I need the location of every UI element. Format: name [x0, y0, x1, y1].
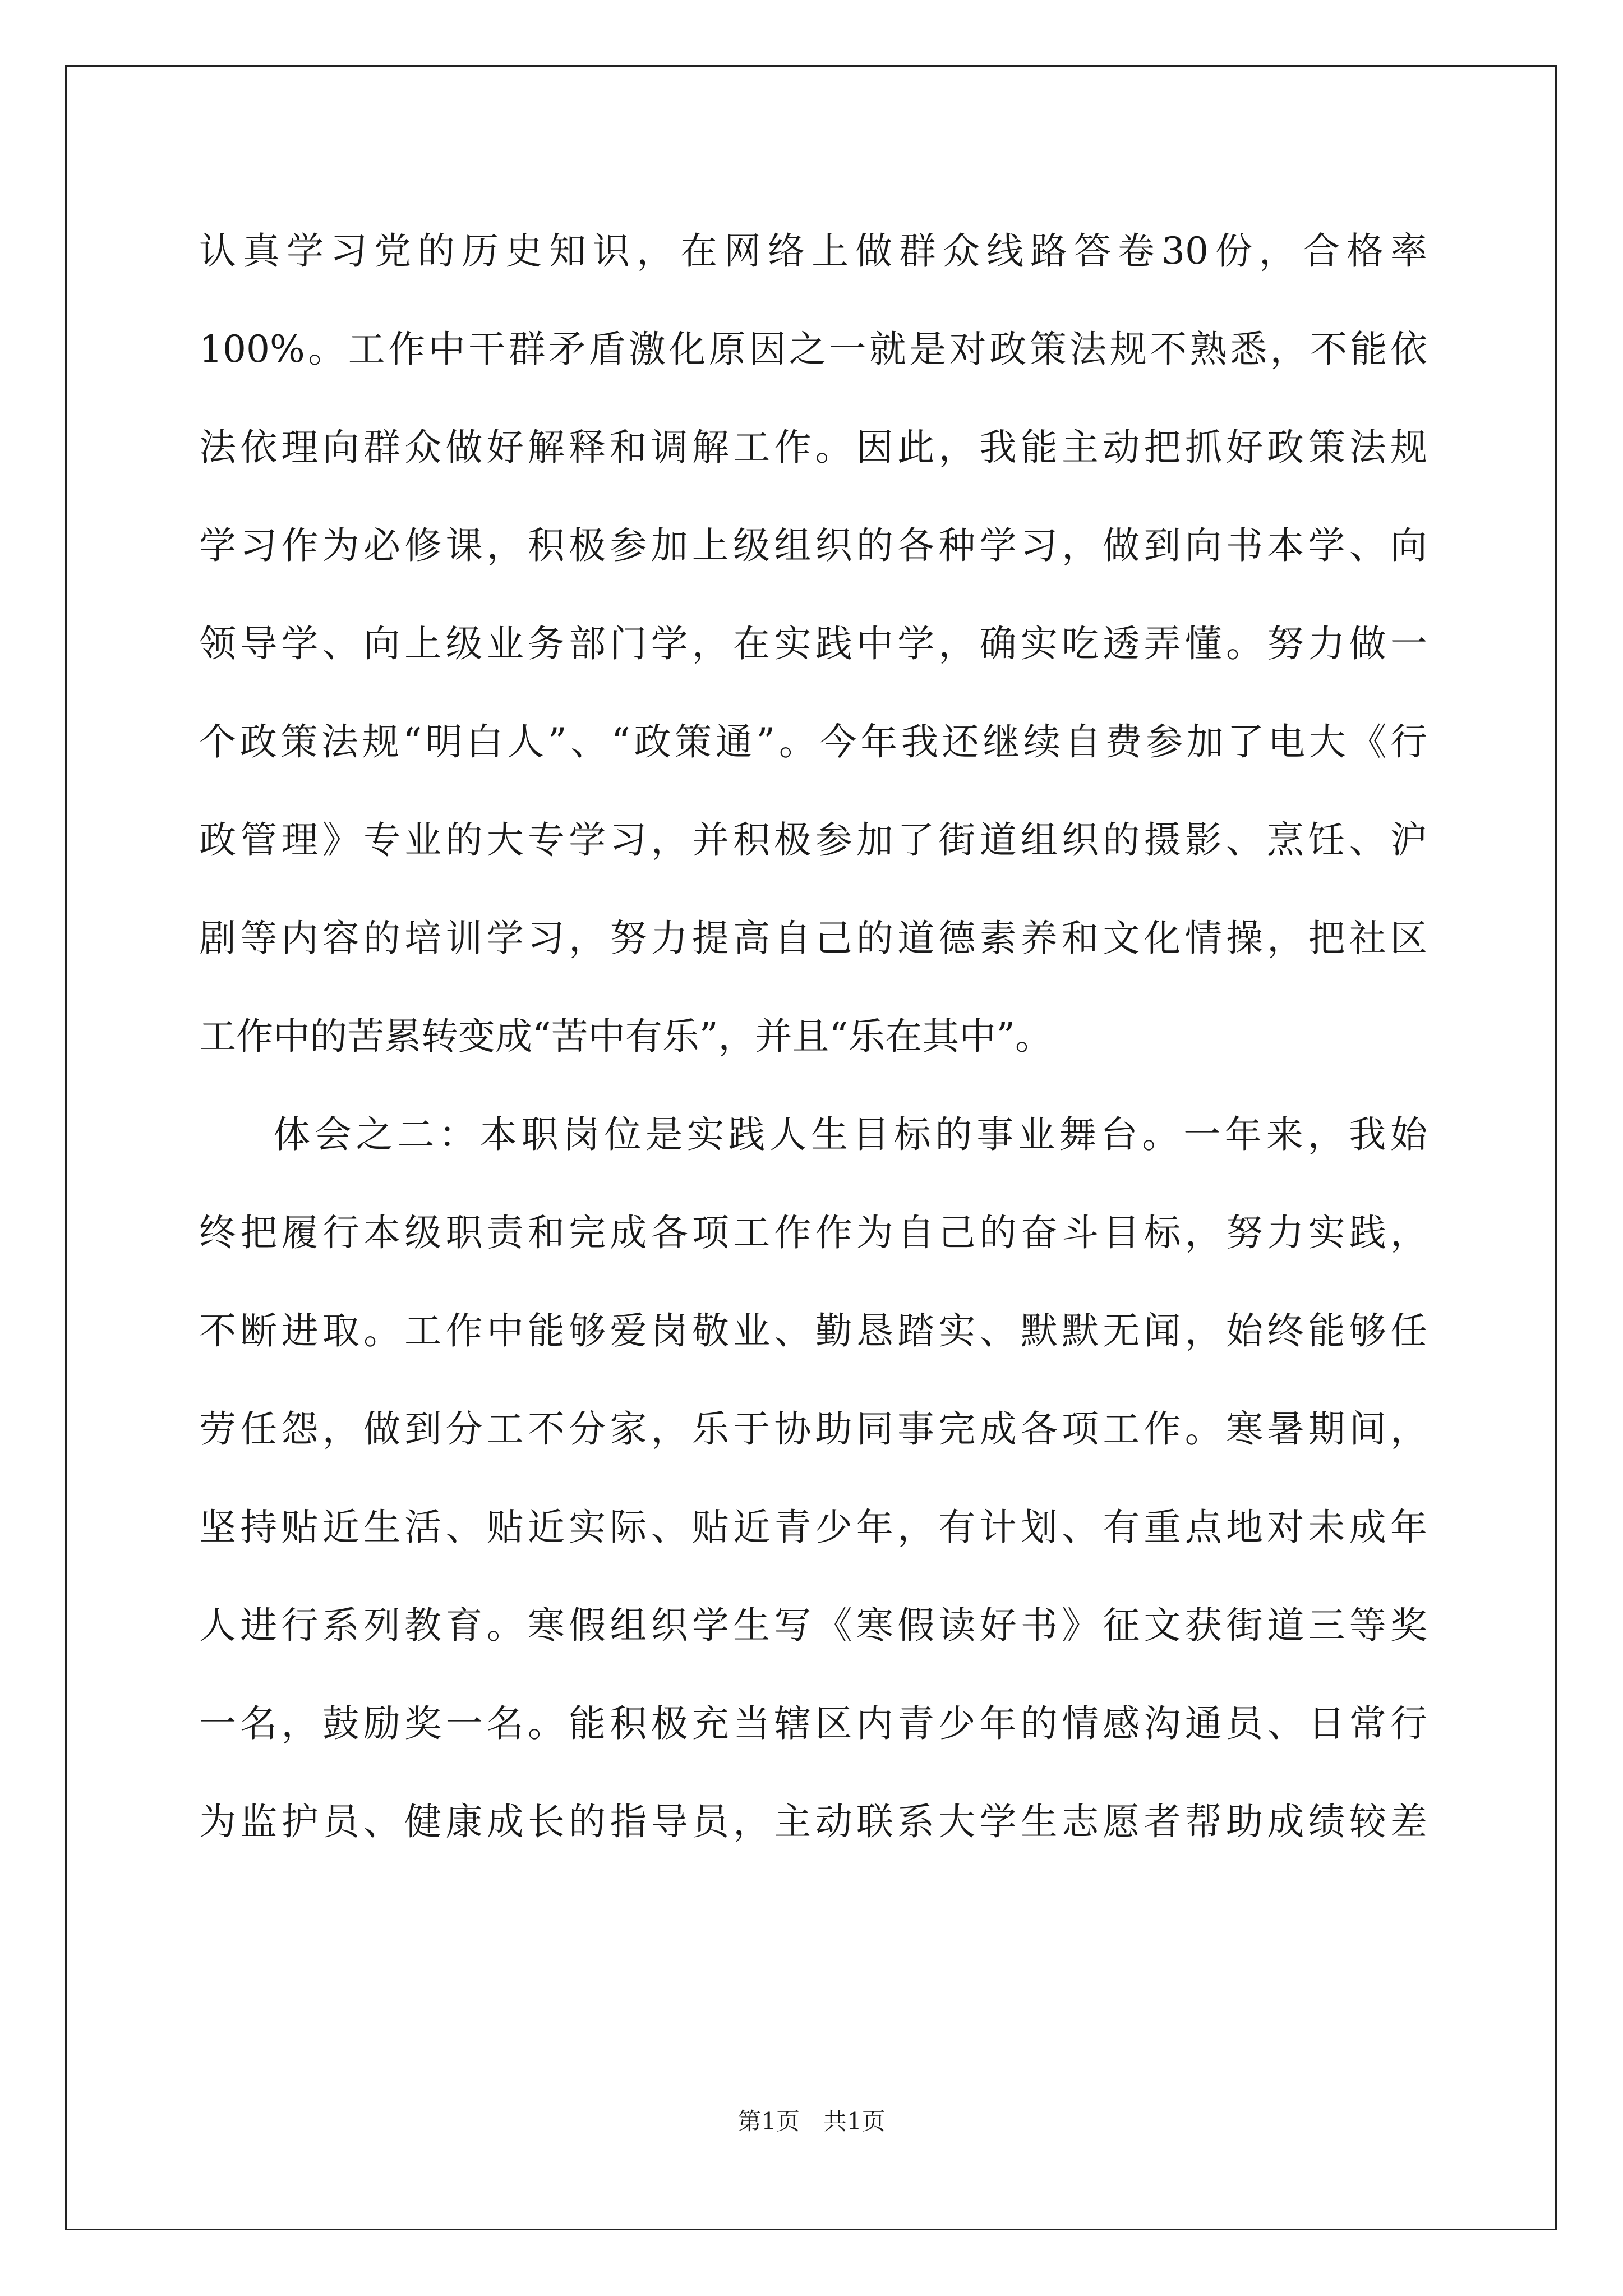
page-number-footer: 第1页 共1页	[737, 2108, 886, 2135]
text-line: 一名，鼓励奖一名。能积极充当辖区内青少年的情感沟通员、日常行	[199, 1702, 1427, 1745]
text-line: 个政策法规“明白人”、“政策通”。今年我还继续自费参加了电大《行	[199, 720, 1427, 763]
text-line: 认真学习党的历史知识，在网络上做群众线路答卷30份，合格率	[199, 229, 1427, 273]
text-line: 100%。工作中干群矛盾激化原因之一就是对政策法规不熟悉，不能依	[199, 328, 1427, 371]
text-line: 法依理向群众做好解释和调解工作。因此，我能主动把抓好政策法规	[199, 426, 1427, 469]
text-line: 不断进取。工作中能够爱岗敬业、勤恳踏实、默默无闻，始终能够任	[199, 1309, 1427, 1352]
document-body	[199, 202, 1427, 1871]
text-line: 政管理》专业的大专学习，并积极参加了街道组织的摄影、烹饪、沪	[199, 818, 1427, 862]
text-line: 人进行系列教育。寒假组织学生写《寒假读好书》征文获街道三等奖	[199, 1604, 1427, 1647]
text-line: 为监护员、健康成长的指导员，主动联系大学生志愿者帮助成绩较差	[199, 1800, 1427, 1843]
text-line: 工作中的苦累转变成“苦中有乐”，并且“乐在其中”。	[199, 1015, 1052, 1058]
text-line: 学习作为必修课，积极参加上级组织的各种学习，做到向书本学、向	[199, 524, 1427, 567]
text-line: 劳任怨，做到分工不分家，乐于协助同事完成各项工作。寒暑期间，	[199, 1407, 1427, 1451]
text-line: 坚持贴近生活、贴近实际、贴近青少年，有计划、有重点地对未成年	[199, 1506, 1427, 1549]
text-line: 领导学、向上级业务部门学，在实践中学，确实吃透弄懂。努力做一	[199, 622, 1427, 665]
paragraph-first-line: 体会之二：本职岗位是实践人生目标的事业舞台。一年来，我始	[273, 1113, 1427, 1156]
text-line: 终把履行本级职责和完成各项工作作为自己的奋斗目标，努力实践，	[199, 1211, 1427, 1254]
text-line: 剧等内容的培训学习，努力提高自己的道德素养和文化情操，把社区	[199, 917, 1427, 960]
